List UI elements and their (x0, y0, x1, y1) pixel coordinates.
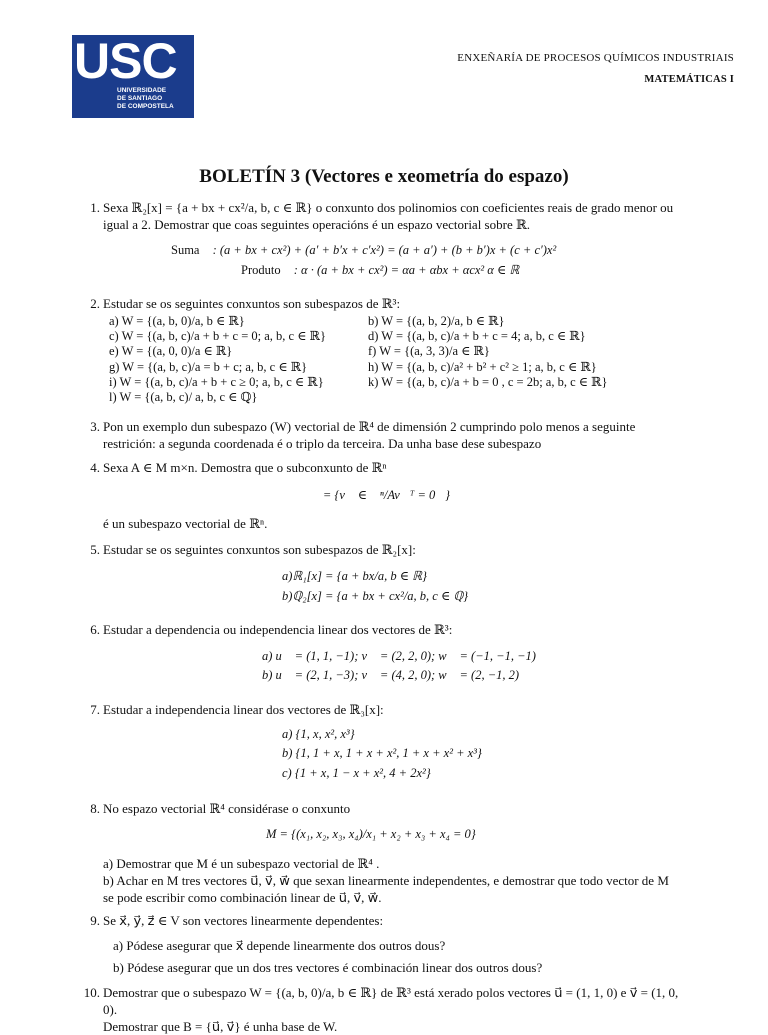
question-text: No espazo vectorial ℝ⁴ considérase o conxunto (103, 801, 351, 816)
question-number: 4. (90, 460, 100, 475)
equation-5b: b)ℚ₂[x] = {a + bx + cx²/a, b, c ∈ ℚ} (282, 589, 469, 603)
equation-6a: a) u⃗ = (1, 1, −1); v⃗ = (2, 2, 0); w⃗ = (−1, −1, −1) (262, 649, 536, 663)
produto-eq: : α · (a + bx + cx²) = αa + αbx + αcx² α ∈ ℝ (293, 263, 520, 277)
question-4 (80, 459, 680, 476)
list-item: a) W = {(a, b, 0)/a, b ∈ ℝ} (109, 314, 245, 328)
question-8a: a) Demostrar que M é un subespazo vectorial de ℝ⁴ . (103, 856, 380, 871)
question-3 (80, 418, 680, 452)
logo-letters: USC (74, 33, 177, 89)
suma-eq: : (a + bx + cx²) + (a′ + b′x + c′x²) = (a + a′) + (b + b′)x + (c + c′)x² (212, 243, 557, 257)
question-5 (80, 541, 680, 558)
list-item: d) W = {(a, b, c)/a + b + c = 4; a, b, c ∈ ℝ} (368, 329, 586, 344)
question-number: 7. (90, 702, 100, 717)
question-number: 5. (90, 542, 100, 557)
page-title: BOLETÍN 3 (Vectores e xeometría do espazo) (199, 166, 569, 187)
question-1 (80, 199, 680, 233)
suma-row (171, 243, 556, 258)
equation-6b: b) u⃗ = (2, 1, −3); v⃗ = (4, 2, 0); w⃗ = (2, −1, 2) (262, 668, 520, 682)
question-2 (80, 295, 680, 312)
question-6 (80, 621, 680, 638)
list-item: i) W = {(a, b, c)/a + b + c ≥ 0; a, b, c ∈ ℝ} (109, 374, 324, 389)
subspace-list-left (109, 314, 326, 405)
question-text: Sexa ℝ₂[x] = {a + bx + cx²/a, b, c ∈ ℝ} o conxunto dos polinomios con coeficientes reais de grado menor ou igual a 2. Demostrar que coas seguintes operacións é un espazo vectorial sobre ℝ. (103, 200, 674, 232)
list-item: c) W = {(a, b, c)/a + b + c = 0; a, b, c ∈ ℝ} (109, 329, 326, 344)
question-number: 9. (90, 913, 100, 928)
question-number: 10. (83, 985, 100, 1000)
question-4-after: é un subespazo vectorial de ℝⁿ. (103, 516, 268, 531)
list-item: e) W = {(a, 0, 0)/a ∈ ℝ} (109, 344, 233, 359)
question-text: Se x⃗, y⃗, z⃗ ∈ V son vectores linearmente dependentes: (103, 913, 384, 928)
equation-w: 𝕎 = {v⃗ ∈ ℝⁿ/Av⃗ᵀ = 0⃗} (310, 488, 451, 502)
suma-label: Suma (171, 243, 200, 257)
list-item: g) W = {(a, b, c)/a = b + c; a, b, c ∈ ℝ} (109, 359, 308, 374)
equation-m: M = {(x₁, x₂, x₃, x₄)/x₁ + x₂ + x₃ + x₄ = 0} (266, 827, 476, 841)
usc-logo (72, 35, 194, 118)
question-number: 6. (90, 622, 100, 637)
produto-row (241, 262, 519, 278)
question-text: Estudar se os seguintes conxuntos son subespazos de ℝ₂[x]: (103, 542, 416, 557)
header-course: MATEMÁTICAS I (644, 74, 734, 85)
list-item: f) W = {(a, 3, 3)/a ∈ ℝ} (368, 344, 490, 359)
question-number: 8. (90, 801, 100, 816)
equation-5a: a)ℝ₁[x] = {a + bx/a, b ∈ ℝ} (282, 569, 427, 583)
question-text: Demostrar que o subespazo W = {(a, b, 0)/a, b ∈ ℝ} de ℝ³ está xerado polos vectores u⃗ = (1, 1, 0) e v⃗ = (1, 0, 0). Demostrar que B = {u⃗, v⃗} é unha base de W. (103, 985, 679, 1034)
logo-text: UNIVERSIDADE DE SANTIAGO DE COMPOSTELA (117, 87, 174, 110)
question-9 (80, 912, 680, 929)
list-item: l) W = {(a, b, c)/ a, b, c ∈ ℚ} (109, 390, 258, 405)
question-text: Estudar se os seguintes conxuntos son subespazos de ℝ³: (103, 296, 401, 311)
produto-label: Produto (241, 263, 281, 277)
question-8b: b) Achar en M tres vectores u⃗, v⃗, w⃗ que sexan linearmente independentes, e demostrar que todo vector de M se pode escribir como combinación linear de u⃗, v⃗, w⃗. (103, 873, 669, 905)
question-number: 2. (90, 296, 100, 311)
question-7 (80, 701, 680, 718)
header-department: ENXEÑARÍA DE PROCESOS QUÍMICOS INDUSTRIAIS (457, 52, 734, 64)
subspace-list-right (368, 314, 608, 390)
question-8 (80, 800, 680, 817)
question-text: Estudar a independencia linear dos vectores de ℝ₃[x]: (103, 702, 384, 717)
question-9b: b) Pódese asegurar que un dos tres vectores é combinación linear dos outros dous? (113, 960, 543, 975)
question-9a: a) Pódese asegurar que x⃗ depende linearmente dos outros dous? (113, 938, 446, 953)
question-text: Estudar a dependencia ou independencia linear dos vectores de ℝ³: (103, 622, 453, 637)
question-text: Pon un exemplo dun subespazo (W) vectorial de ℝ⁴ de dimensión 2 cumprindo polo menos a seguinte restrición: a segunda coordenada é o triplo da terceira. Da unha base dese subespazo (103, 419, 636, 451)
list-item: k) W = {(a, b, c)/a + b = 0 , c = 2b; a, b, c ∈ ℝ} (368, 374, 608, 389)
list-item: h) W = {(a, b, c)/a² + b² + c² ≥ 1; a, b, c ∈ ℝ} (368, 359, 597, 374)
equation-7b: b) {1, 1 + x, 1 + x + x², 1 + x + x² + x³} (282, 746, 482, 760)
question-number: 3. (90, 419, 100, 434)
question-text: Sexa A ∈ M m×n. Demostra que o subconxunto de ℝⁿ (103, 460, 387, 475)
equation-7a: a) {1, x, x², x³} (282, 727, 355, 741)
question-number: 1. (90, 200, 100, 215)
list-item: b) W = {(a, b, 2)/a, b ∈ ℝ} (368, 314, 505, 328)
equation-7c: c) {1 + x, 1 − x + x², 4 + 2x²} (282, 766, 431, 780)
question-10 (80, 984, 680, 1035)
